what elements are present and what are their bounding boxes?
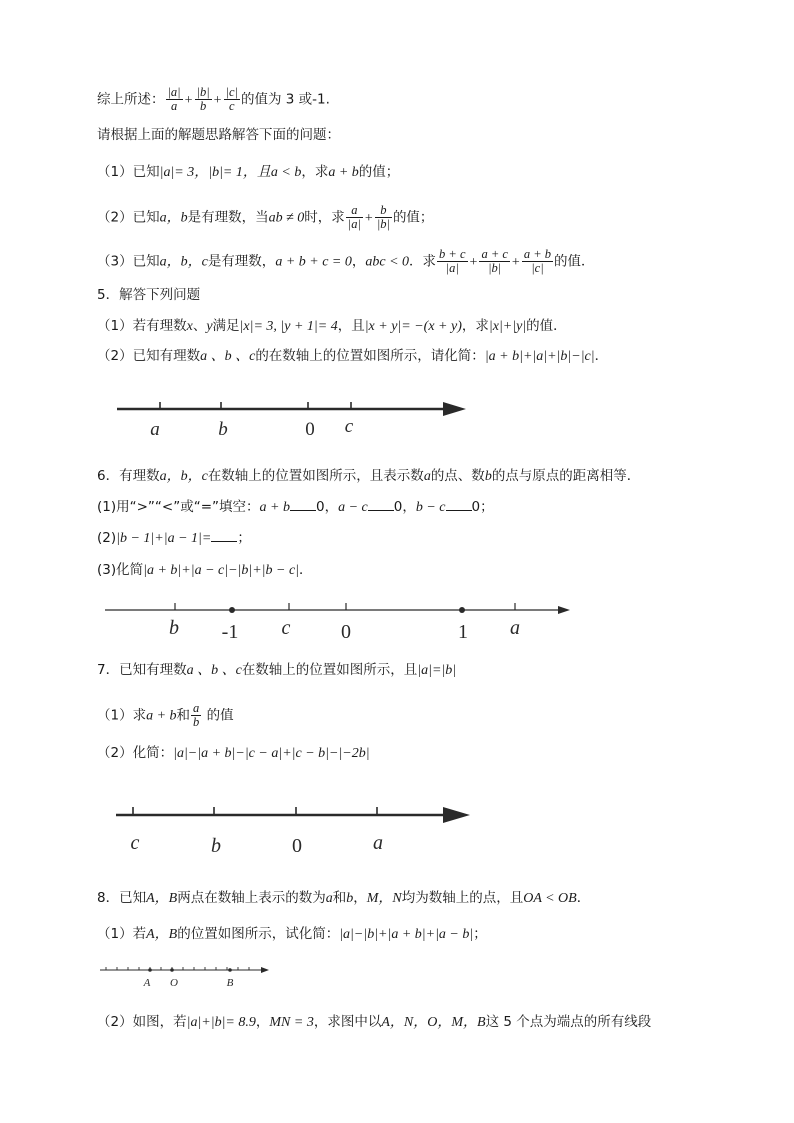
arrow-icon <box>443 402 466 416</box>
q4-part1: （1）已知|a|= 3，|b|= 1，且a < b，求a + b的值； <box>97 164 400 180</box>
axis-label-b: b <box>211 835 221 857</box>
axis-label-A: A <box>143 977 151 989</box>
q8-intro: 8．已知A，B两点在数轴上表示的数为a和b，M，N均为数轴上的点，且OA < OB． <box>97 890 591 906</box>
axis-label-one: 1 <box>458 621 468 643</box>
arrow-icon <box>443 807 470 823</box>
point-one <box>459 607 465 613</box>
fraction: $\frac{a}{b}$ <box>193 701 200 729</box>
axis-label-a: a <box>150 419 160 440</box>
axis-label-c: c <box>130 832 140 854</box>
arrow-icon <box>558 606 570 614</box>
q8-part1: （1）若A，B的位置如图所示，试化简：|a|−|b|+|a + b|+|a − b|； <box>97 926 487 942</box>
q7-intro: 7．已知有理数a 、b 、c在数轴上的位置如图所示，且|a|=|b| <box>97 662 457 678</box>
point-minus-one <box>229 607 235 613</box>
q5-part2: （2）已知有理数a 、b 、c的在数轴上的位置如图所示，请化简：|a + b|+|a|+|b|−|c|． <box>97 348 609 364</box>
axis-label-0: 0 <box>292 835 302 857</box>
summary-line: 综上所述： $\frac{|a|}{a}$ + $\frac{|b|}{b}$ + $\frac{|c|}{c}$ 的值为 3 或-1. <box>97 85 330 113</box>
axis-label-B: B <box>226 977 234 989</box>
q7-part2: （2）化简：|a|−|a + b|−|c − a|+|c − b|−|−2b| <box>97 745 370 761</box>
q4-part3: （3）已知a，b，c是有理数，a + b + c = 0，abc < 0．求 $\frac{b + c}{|a|}$ + $\frac{a + c}{|b|}$ + $\frac{a + b}{|c|}$ 的值． <box>97 247 595 275</box>
answer-blank[interactable] <box>446 498 472 511</box>
point-A <box>148 968 152 972</box>
point-O <box>170 968 174 972</box>
q8-part2: （2）如图，若|a|+|b|= 8.9，MN = 3，求图中以A，N，O，M，B这 5 个点为端点的所有线段 <box>97 1014 652 1030</box>
summary-prefix: 综上所述： <box>97 91 165 108</box>
q6-part2: (2)|b − 1|+|a − 1|= ； <box>97 530 251 546</box>
q5-part1: （1）若有理数x、y满足|x|= 3, |y + 1|= 4，且|x + y|= −(x + y)，求|x|+|y|的值． <box>97 318 567 334</box>
q5-title: 5．解答下列问题 <box>97 287 201 303</box>
summary-suffix: 的值为 3 或-1. <box>240 91 330 108</box>
point-B <box>228 968 232 972</box>
answer-blank[interactable] <box>211 529 237 542</box>
answer-blank[interactable] <box>290 498 316 511</box>
axis-label-b: b <box>169 617 179 639</box>
axis-label-0: 0 <box>305 419 315 440</box>
fraction: $\frac{b + c}{|a|}$ <box>439 247 466 275</box>
q7-part1: （1）求a + b和 $\frac{a}{b}$ 的值 <box>97 701 234 729</box>
axis-label-O: O <box>170 977 178 989</box>
axis-label-c: c <box>281 617 291 639</box>
q7-number-line <box>116 807 470 857</box>
axis-label-minus-one: -1 <box>221 621 239 643</box>
axis-label-c: c <box>344 416 354 437</box>
axis-label-a: a <box>373 832 383 854</box>
fraction: $\frac{a + b}{|c|}$ <box>523 247 552 275</box>
fraction-c: $\frac{|c|}{c}$ <box>225 85 238 113</box>
q8-number-line <box>100 967 269 989</box>
axis-label-0: 0 <box>341 621 351 643</box>
fraction: $\frac{a + c}{|b|}$ <box>481 247 508 275</box>
q4-part2: （2）已知a，b是有理数，当ab ≠ 0时，求 $\frac{a}{|a|}$ + $\frac{b}{|b|}$ 的值； <box>97 203 434 231</box>
q6-number-line <box>105 603 570 643</box>
q5-number-line <box>117 402 466 440</box>
answer-blank[interactable] <box>368 498 394 511</box>
arrow-icon <box>261 967 269 973</box>
axis-label-a: a <box>510 617 520 639</box>
fraction: $\frac{a}{|a|}$ <box>347 203 361 231</box>
q6-part1: (1)用“>”“<”或“=”填空：a + b 0，a − c 0，b − c 0； <box>97 499 494 515</box>
fraction-a: $\frac{|a|}{a}$ <box>167 85 181 113</box>
fraction: $\frac{b}{|b|}$ <box>376 203 390 231</box>
axis-label-b: b <box>218 419 228 440</box>
fraction-b: $\frac{|b|}{b}$ <box>196 85 210 113</box>
q6-intro: 6．有理数a，b，c在数轴上的位置如图所示，且表示数a的点、数b的点与原点的距离相等． <box>97 468 641 484</box>
q6-part3: (3)化简|a + b|+|a − c|−|b|+|b − c|． <box>97 562 313 578</box>
instruction: 请根据上面的解题思路解答下面的问题： <box>97 127 340 143</box>
